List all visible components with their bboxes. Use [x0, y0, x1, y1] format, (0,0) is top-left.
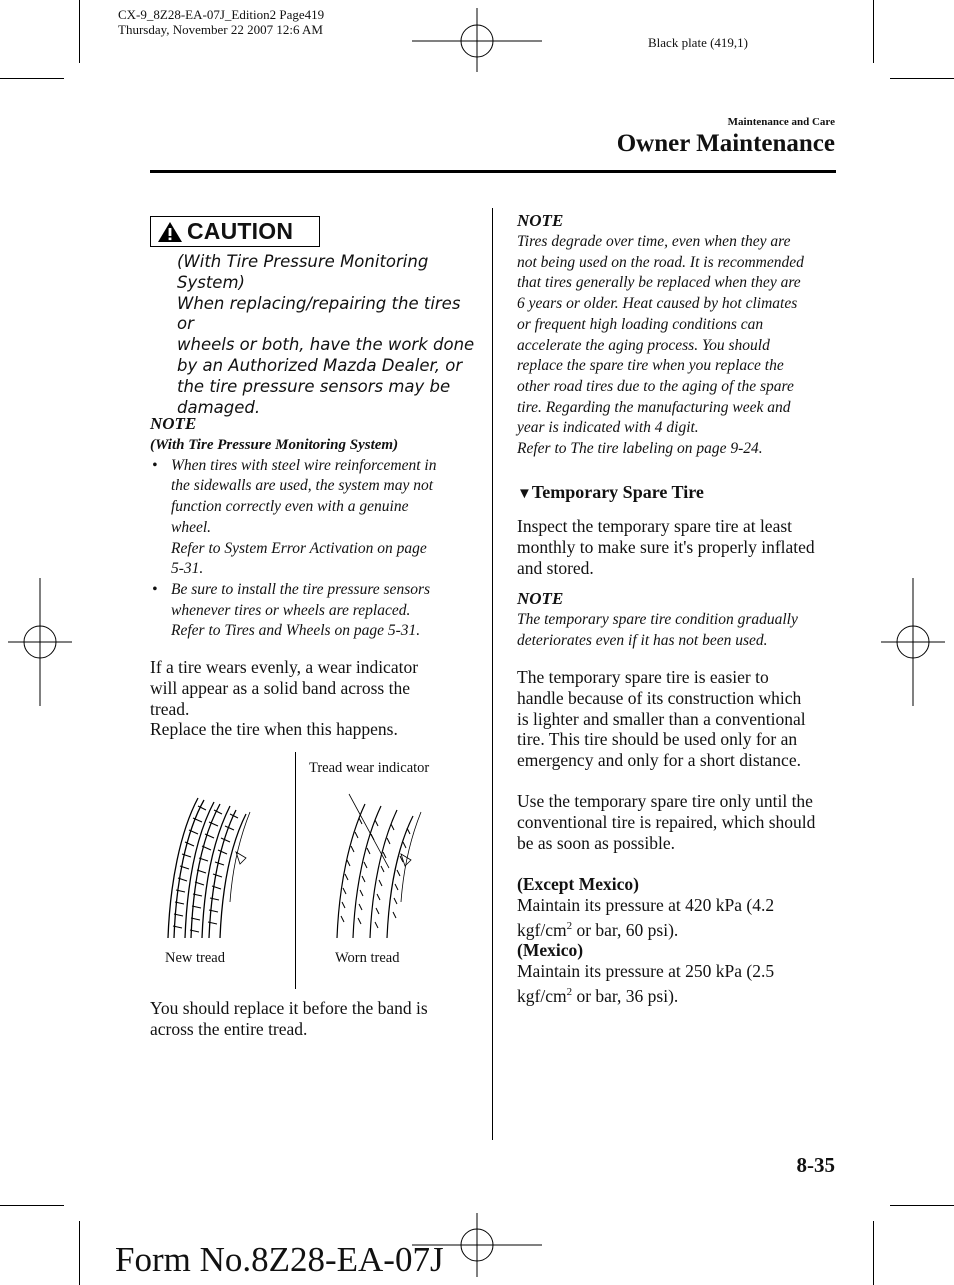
- unit-superscript: 2: [566, 919, 573, 932]
- bullet-line: When tires with steel wire reinforcement in: [171, 456, 437, 474]
- pressure-specs: [517, 874, 847, 1006]
- spare-tire-heading: [517, 482, 704, 503]
- crop-mark-bottom-right-v: [873, 1221, 874, 1285]
- note-ref-line: Refer to The tire labeling on page 9-24.: [517, 440, 763, 458]
- paragraph-line: will appear as a solid band across the: [150, 677, 410, 698]
- down-triangle-icon: ▼: [517, 486, 532, 502]
- paragraph-line: You should replace it before the band is: [150, 998, 428, 1018]
- bullet-line: function correctly even with a genuine: [171, 498, 409, 516]
- tread-wear-indicator-label: Tread wear indicator: [309, 760, 430, 776]
- bullet-line: Be sure to install the tire pressure sensors: [171, 580, 431, 598]
- bullet-line: the sidewalls are used, the system may not: [171, 477, 434, 495]
- note-line: 6 years or older. Heat caused by hot climates: [517, 295, 798, 313]
- new-tread-label: New tread: [165, 950, 225, 966]
- paragraph-line: Inspect the temporary spare tire at least: [517, 516, 793, 536]
- note-heading: NOTE: [517, 589, 564, 608]
- print-date-line: Thursday, November 22 2007 12:6 AM: [118, 22, 323, 37]
- pressure-text: or bar, 36 psi).: [572, 985, 679, 1006]
- paragraph-line: and stored.: [517, 557, 594, 578]
- mexico-heading: (Mexico): [517, 940, 584, 961]
- caution-label: CAUTION: [187, 218, 294, 244]
- bullet-ref-line: Refer to System Error Activation on page: [171, 539, 427, 557]
- spare-intro-paragraph: [517, 516, 847, 578]
- crop-mark-top-right-h: [890, 78, 954, 79]
- note-line: Tires degrade over time, even when they are: [517, 233, 791, 250]
- note-block-tire-aging: [517, 210, 847, 460]
- paragraph-line: tread.: [150, 698, 190, 719]
- note-line: or frequent high loading conditions can: [517, 315, 764, 333]
- unit-text: kgf/cm: [517, 985, 567, 1006]
- paragraph-line: tire. This tire should be used only for an: [517, 729, 798, 750]
- page-title: Owner Maintenance: [616, 130, 835, 157]
- note-heading: NOTE: [517, 211, 564, 230]
- except-mexico-heading: (Except Mexico): [517, 874, 639, 894]
- spare-paragraph-2: [517, 791, 847, 853]
- replace-paragraph: [150, 998, 480, 1040]
- note-block-tpms: [150, 413, 480, 642]
- caution-line: the tire pressure sensors may be: [177, 376, 451, 396]
- column-divider: [492, 208, 493, 1140]
- unit-text: kgf/cm: [517, 919, 567, 940]
- unit-superscript: 2: [566, 985, 573, 998]
- paragraph-line: conventional tire is repaired, which should: [517, 811, 816, 832]
- spare-heading-text: Temporary Spare Tire: [531, 482, 704, 502]
- caution-box: [150, 216, 320, 247]
- section-label: Maintenance and Care: [727, 116, 835, 128]
- crop-mark-top-left-h: [0, 78, 64, 79]
- bullet-ref-line: Refer to Tires and Wheels on page 5-31.: [171, 622, 421, 640]
- paragraph-line: is lighter and smaller than a conventional: [517, 708, 806, 729]
- crop-mark-bottom-left-h: [0, 1205, 64, 1206]
- caution-line: (With Tire Pressure Monitoring: [177, 252, 429, 271]
- paragraph-line: Use the temporary spare tire only until the: [517, 791, 813, 811]
- note-heading: NOTE: [150, 414, 197, 433]
- crop-mark-top-right-v: [873, 0, 874, 63]
- warning-triangle-icon: [157, 221, 183, 243]
- worn-tread-illustration: [325, 792, 435, 942]
- paragraph-line: be as soon as possible.: [517, 832, 675, 853]
- bullet-line: whenever tires or wheels are replaced.: [171, 601, 411, 619]
- note-line: The temporary spare tire condition gradually: [517, 611, 798, 628]
- note-block-spare: [517, 588, 847, 651]
- page-number: 8-35: [796, 1153, 835, 1177]
- note-line: replace the spare tire when you replace the: [517, 357, 784, 375]
- caution-line: When replacing/repairing the tires or: [177, 293, 461, 334]
- new-tread-illustration: [158, 792, 258, 942]
- registration-mark-top: [412, 8, 542, 72]
- note-line: year is indicated with 4 digit.: [517, 419, 699, 437]
- note-line: accelerate the aging process. You should: [517, 336, 770, 354]
- paragraph-line: monthly to make sure it's properly inflated: [517, 536, 815, 557]
- caution-text: [177, 252, 477, 418]
- print-file-line: CX-9_8Z28-EA-07J_Edition2 Page419: [118, 7, 325, 22]
- spare-paragraph-1: [517, 667, 847, 771]
- registration-mark-left: [8, 578, 72, 706]
- note-line: other road tires due to the aging of the spare: [517, 377, 794, 395]
- note-line: that tires generally be replaced when they are: [517, 274, 801, 292]
- paragraph-line: handle because of its construction which: [517, 687, 802, 708]
- wear-indicator-paragraph: [150, 657, 480, 740]
- paragraph-line: Replace the tire when this happens.: [150, 719, 398, 740]
- paragraph-line: emergency and only for a short distance.: [517, 750, 801, 771]
- note-bullet: [150, 580, 480, 642]
- figure-divider: [295, 752, 296, 989]
- title-rule: [150, 170, 836, 173]
- caution-line: by an Authorized Mazda Dealer, or: [177, 355, 463, 375]
- crop-mark-top-left-v: [79, 0, 80, 63]
- note-line: deteriorates even if it has not been used.: [517, 631, 768, 649]
- crop-mark-bottom-left-v: [79, 1221, 80, 1285]
- paragraph-line: If a tire wears evenly, a wear indicator: [150, 657, 419, 677]
- except-mexico-line-2: [517, 916, 847, 941]
- registration-mark-right: [881, 578, 945, 706]
- crop-mark-bottom-right-h: [890, 1205, 954, 1206]
- black-plate-label: Black plate (419,1): [648, 35, 748, 50]
- paragraph-line: across the entire tread.: [150, 1018, 308, 1039]
- caution-line: System): [177, 272, 245, 292]
- bullet-ref-line: 5-31.: [171, 560, 204, 578]
- bullet-dot-icon: •: [152, 580, 158, 598]
- mexico-line: Maintain its pressure at 250 kPa (2.5: [517, 961, 775, 982]
- note-line: tire. Regarding the manufacturing week and: [517, 398, 791, 416]
- mexico-line-2: [517, 982, 847, 1007]
- form-number-footer: Form No.8Z28-EA-07J: [115, 1240, 444, 1279]
- worn-tread-label: Worn tread: [335, 950, 400, 966]
- except-mexico-line: Maintain its pressure at 420 kPa (4.2: [517, 894, 775, 915]
- pressure-text: or bar, 60 psi).: [572, 919, 679, 940]
- bullet-dot-icon: •: [152, 456, 158, 474]
- note-line: not being used on the road. It is recommended: [517, 253, 804, 271]
- caution-line: wheels or both, have the work done: [177, 335, 475, 355]
- note-subheading: (With Tire Pressure Monitoring System): [150, 437, 399, 453]
- paragraph-line: The temporary spare tire is easier to: [517, 667, 769, 687]
- bullet-line: wheel.: [171, 518, 212, 536]
- note-bullet: [150, 456, 480, 580]
- caution-line: damaged.: [177, 397, 261, 417]
